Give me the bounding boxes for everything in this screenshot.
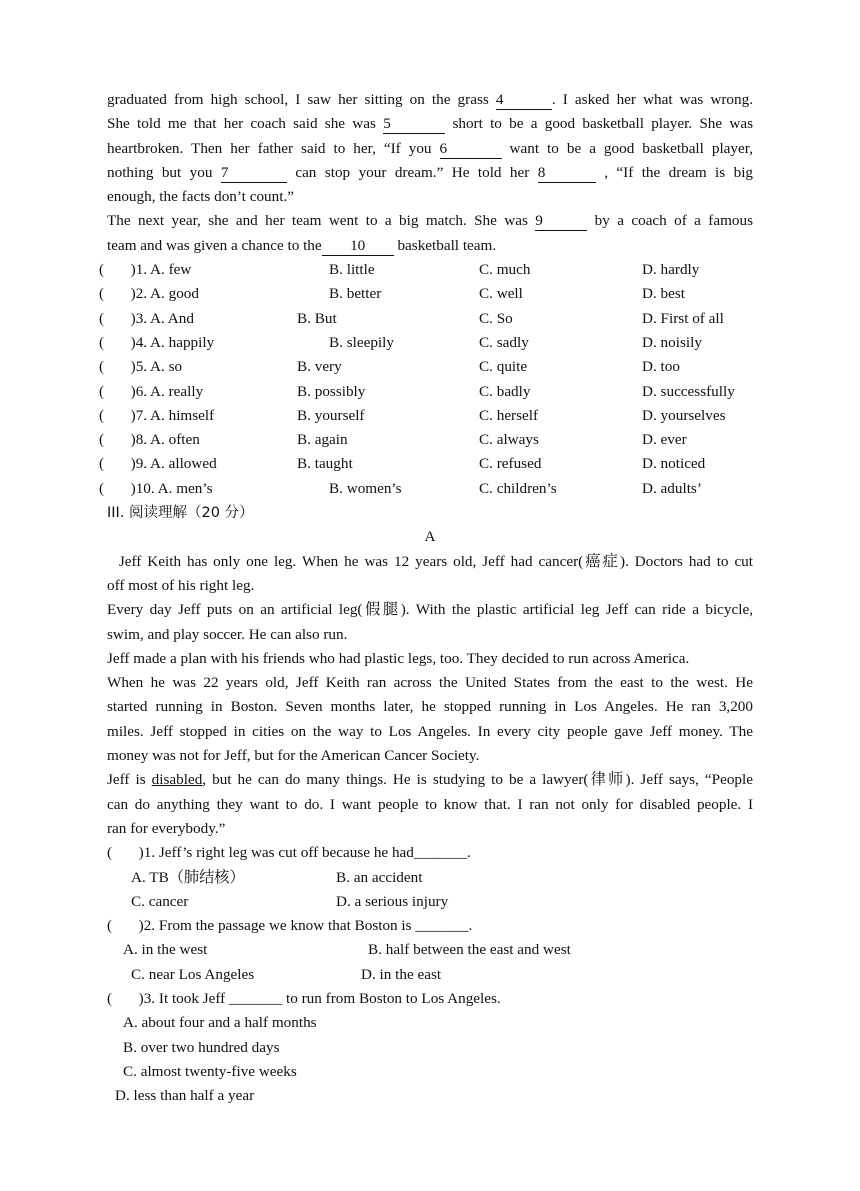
option-a: A. TB（肺结核） bbox=[131, 868, 245, 886]
option-d: D. best bbox=[642, 285, 686, 303]
blank-7: 7 bbox=[221, 164, 287, 183]
option-d: D. First of all bbox=[642, 309, 724, 327]
option-c: C. near Los Angeles bbox=[131, 965, 255, 983]
option-c: C. refused bbox=[479, 455, 542, 473]
option-d: D. ever bbox=[642, 431, 687, 449]
question-stem: ( )2. A. good bbox=[99, 285, 199, 303]
option-b: B. over two hundred days bbox=[123, 1038, 280, 1056]
reading-options bbox=[107, 890, 753, 914]
option-b: B. an accident bbox=[336, 868, 423, 886]
option-a: A. in the west bbox=[123, 941, 208, 959]
option-d: D. in the east bbox=[361, 965, 442, 983]
passage-text: Jeff is bbox=[107, 771, 152, 789]
cloze-question bbox=[99, 258, 753, 282]
cloze-line: enough, the facts don’t count.” bbox=[107, 188, 294, 206]
reading-options bbox=[107, 963, 753, 987]
option-b: B. very bbox=[297, 358, 342, 376]
blank-4: 4 bbox=[496, 91, 552, 110]
cloze-question bbox=[99, 380, 753, 404]
option-c: C. almost twenty-five weeks bbox=[123, 1062, 297, 1080]
option-b: B. half between the east and west bbox=[368, 941, 571, 959]
blank-8: 8 bbox=[538, 164, 596, 183]
passage-line: ran for everybody.” bbox=[107, 819, 226, 837]
passage-line: off most of his right leg. bbox=[107, 576, 255, 594]
option-b: B. women’s bbox=[329, 479, 402, 497]
reading-question-2: ( )2. From the passage we know that Boston is _______. bbox=[107, 917, 473, 935]
option-c: C. herself bbox=[479, 406, 539, 424]
cloze-question bbox=[99, 428, 753, 452]
cloze-line bbox=[107, 137, 753, 161]
option-d: D. less than half a year bbox=[115, 1087, 255, 1105]
passage-text: short to be a good basketball player. She was bbox=[452, 115, 754, 133]
option-d: D. a serious injury bbox=[336, 892, 449, 910]
passage-line: Every day Jeff puts on an artificial leg(假腿). With the plastic artificial leg Jeff can ride a bicycle, bbox=[107, 601, 753, 619]
blank-9: 9 bbox=[535, 212, 587, 231]
passage-text: basketball team. bbox=[397, 236, 497, 254]
section-heading: III. 阅读理解（20 分） bbox=[107, 505, 254, 522]
passage-text: can stop your dream.” He told her bbox=[295, 163, 530, 181]
option-b: B. But bbox=[297, 309, 337, 327]
passage-text: , but he can do many things. He is studying to be a lawyer(律师). Jeff says, “People bbox=[202, 771, 753, 789]
passage-label: A bbox=[424, 528, 436, 546]
blank-10: 10 bbox=[322, 237, 394, 256]
option-d: D. noisily bbox=[642, 333, 702, 351]
cloze-question bbox=[99, 477, 753, 501]
cloze-line bbox=[107, 209, 753, 233]
question-stem: ( )1. A. few bbox=[99, 261, 192, 279]
option-a: A. about four and a half months bbox=[123, 1014, 317, 1032]
option-d: D. too bbox=[642, 358, 680, 376]
passage-text: nothing but you bbox=[107, 163, 213, 181]
passage-line: started running in Boston. Seven months later, he stopped running in Los Angeles. He ran 3,200 bbox=[107, 698, 753, 716]
cloze-question bbox=[99, 404, 753, 428]
option-c: C. much bbox=[479, 261, 531, 279]
question-stem: ( )6. A. really bbox=[99, 382, 204, 400]
passage-line: money was not for Jeff, but for the American Cancer Society. bbox=[107, 747, 480, 765]
question-stem: ( )8. A. often bbox=[99, 431, 200, 449]
passage-line: miles. Jeff stopped in cities on the way to Los Angeles. In every city people gave Jeff money. The bbox=[107, 722, 753, 740]
passage-line: swim, and play soccer. He can also run. bbox=[107, 625, 348, 643]
passage-line: can do anything they want to do. I want people to know that. I ran not only for disabled people. I bbox=[107, 795, 753, 813]
passage-text: , “If the dream is big bbox=[604, 163, 754, 181]
option-d: D. yourselves bbox=[642, 406, 726, 424]
question-stem: ( )4. A. happily bbox=[99, 333, 215, 351]
option-c: C. badly bbox=[479, 382, 531, 400]
cloze-question bbox=[99, 355, 753, 379]
option-b: B. yourself bbox=[297, 406, 365, 424]
option-b: B. sleepily bbox=[329, 333, 394, 351]
passage-text: The next year, she and her team went to a big match. She was bbox=[107, 212, 528, 230]
passage-line: When he was 22 years old, Jeff Keith ran across the United States from the east to the west. He bbox=[107, 674, 753, 692]
option-c: C. children’s bbox=[479, 479, 557, 497]
cloze-question bbox=[99, 282, 753, 306]
option-b: B. again bbox=[297, 431, 348, 449]
exam-page bbox=[99, 88, 754, 1108]
passage-text: graduated from high school, I saw her sitting on the grass bbox=[107, 91, 489, 108]
option-b: B. possibly bbox=[297, 382, 366, 400]
cloze-question bbox=[99, 331, 753, 355]
question-stem: ( )3. A. And bbox=[99, 309, 194, 327]
cloze-line bbox=[107, 234, 753, 258]
cloze-line bbox=[107, 161, 753, 185]
passage-text: heartbroken. Then her father said to her, “If you bbox=[107, 139, 432, 157]
option-b: B. little bbox=[329, 261, 375, 279]
option-c: C. cancer bbox=[131, 892, 189, 910]
option-b: B. better bbox=[329, 285, 382, 303]
underlined-word: disabled bbox=[151, 771, 203, 789]
reading-options bbox=[107, 938, 753, 962]
passage-line: Jeff made a plan with his friends who had plastic legs, too. They decided to run across America. bbox=[107, 649, 690, 667]
question-stem: ( )7. A. himself bbox=[99, 406, 215, 424]
reading-question-3: ( )3. It took Jeff _______ to run from Boston to Los Angeles. bbox=[107, 989, 501, 1007]
option-c: C. quite bbox=[479, 358, 528, 376]
option-c: C. well bbox=[479, 285, 523, 303]
reading-options bbox=[107, 866, 753, 890]
option-d: D. noticed bbox=[642, 455, 706, 473]
option-d: D. hardly bbox=[642, 261, 700, 279]
cloze-line bbox=[107, 88, 753, 112]
reading-question-1: ( )1. Jeff’s right leg was cut off because he had_______. bbox=[107, 844, 471, 862]
passage-line: Jeff Keith has only one leg. When he was 12 years old, Jeff had cancer(癌症). Doctors had to cut bbox=[107, 552, 753, 570]
question-stem: ( )5. A. so bbox=[99, 358, 183, 376]
cloze-question bbox=[99, 307, 753, 331]
option-c: C. So bbox=[479, 309, 513, 327]
option-b: B. taught bbox=[297, 455, 353, 473]
question-stem: ( )10. A. men’s bbox=[99, 479, 213, 497]
passage-text: want to be a good basketball player, bbox=[509, 139, 754, 157]
option-c: C. always bbox=[479, 431, 539, 449]
passage-line bbox=[107, 768, 753, 792]
passage-text: . I asked her what was wrong. bbox=[551, 91, 753, 108]
passage-text: team and was given a chance to the bbox=[107, 236, 322, 254]
option-d: D. adults’ bbox=[642, 479, 702, 497]
cloze-line bbox=[107, 112, 753, 136]
option-d: D. successfully bbox=[642, 382, 735, 400]
passage-text: She told me that her coach said she was bbox=[107, 115, 376, 133]
passage-text: by a coach of a famous bbox=[594, 212, 754, 230]
blank-5: 5 bbox=[383, 115, 445, 134]
blank-6: 6 bbox=[440, 140, 502, 159]
option-c: C. sadly bbox=[479, 333, 529, 351]
cloze-question bbox=[99, 452, 753, 476]
cloze-question-list bbox=[99, 258, 753, 501]
question-stem: ( )9. A. allowed bbox=[99, 455, 217, 473]
